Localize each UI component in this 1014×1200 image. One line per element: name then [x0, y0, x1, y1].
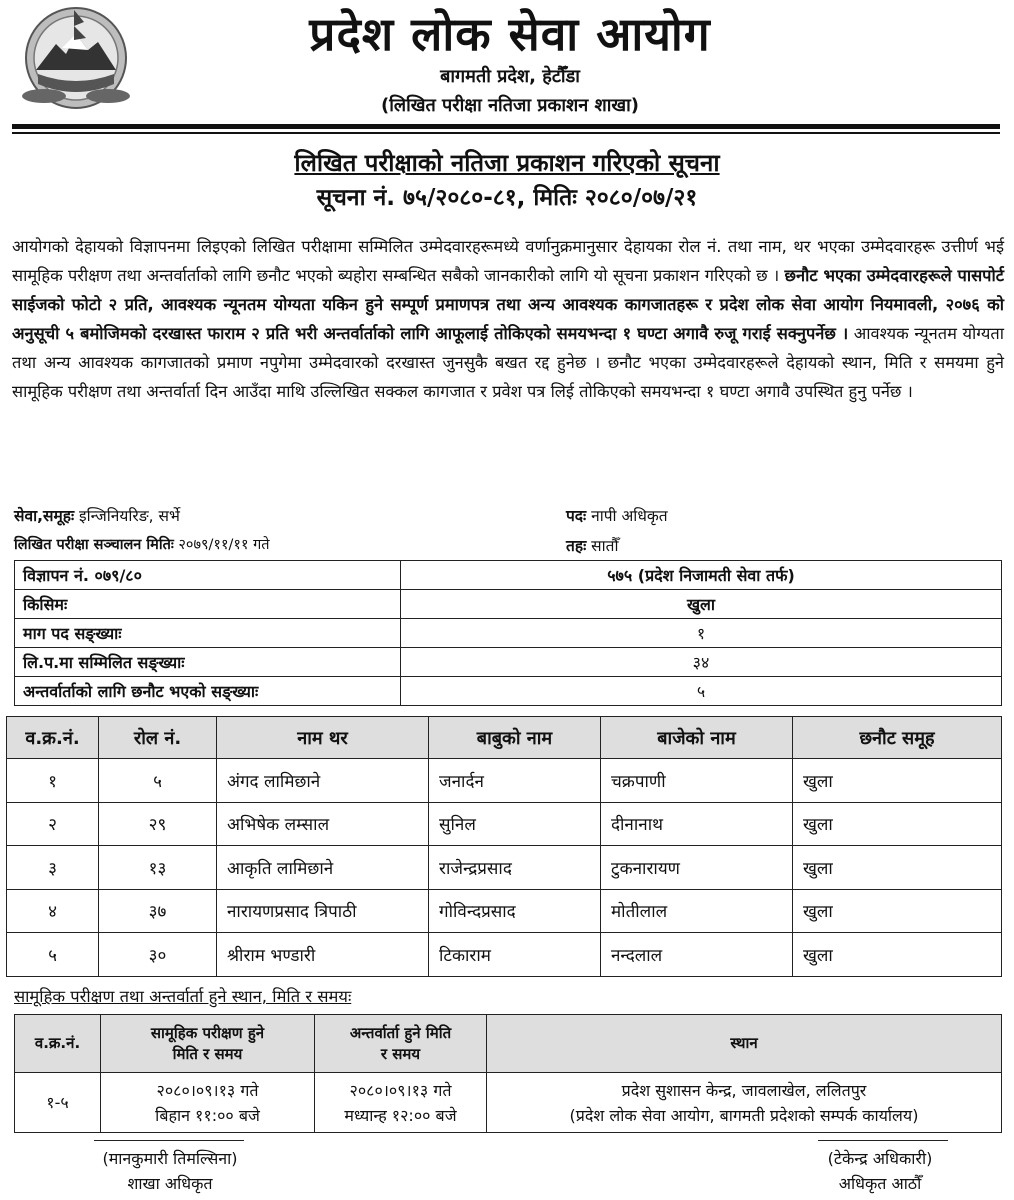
- venue-line: (प्रदेश लोक सेवा आयोग, बागमती प्रदेशको सम्पर्क कार्यालय): [569, 1105, 919, 1125]
- group-test-cell: [101, 1073, 315, 1133]
- interview-cell: [315, 1073, 487, 1133]
- roll-cell: ३७: [99, 889, 217, 933]
- table-row: [7, 802, 1002, 846]
- signatory-title: शाखा अधिकृत: [127, 1174, 213, 1193]
- info-value: खुला: [401, 590, 1002, 619]
- column-header: बाजेको नाम: [601, 717, 793, 759]
- name-cell: श्रीराम भण्डारी: [217, 933, 429, 977]
- exam-date-label: लिखित परीक्षा सञ्चालन मितिः: [14, 537, 174, 553]
- table-row: [15, 677, 1002, 706]
- column-header: [101, 1015, 315, 1073]
- schedule-table: [14, 1014, 1002, 1133]
- father-name-cell: सुनिल: [429, 802, 601, 846]
- header-line: अन्तर्वार्ता हुने मिति: [349, 1023, 452, 1042]
- column-header: [315, 1015, 487, 1073]
- level: [566, 534, 618, 556]
- post: [566, 504, 668, 526]
- father-name-cell: जनार्दन: [429, 759, 601, 803]
- father-name-cell: गोविन्दप्रसाद: [429, 889, 601, 933]
- signature-line-left: [94, 1140, 244, 1141]
- table-row: [15, 648, 1002, 677]
- organization-subtitle: बागमती प्रदेश, हेटौँडा: [440, 66, 580, 87]
- group-cell: खुला: [793, 846, 1002, 890]
- name-cell: नारायणप्रसाद त्रिपाठी: [217, 889, 429, 933]
- grandfather-name-cell: दीनानाथ: [601, 802, 793, 846]
- body-text: आयोगको देहायको विज्ञापनमा लिइएको लिखित परीक्षामा सम्मिलित उम्मेदवारहरूमध्ये वर्णानुक्रमानुसार देहायका रोल नं. तथा नाम, थर भएका उम्मेदवारहरू उत्तीर्ण भई सामूहिक परीक्षण तथा अन्तर्वार्ताको लागि छनौट भएको ब्यहोरा सम्बन्धित सबैको जानकारीको लागि यो सूचना प्रकाशन गरिएको छ ।: [12, 237, 1004, 285]
- table-row: [7, 759, 1002, 803]
- info-key: किसिमः: [15, 590, 401, 619]
- column-header: स्थान: [487, 1015, 1002, 1073]
- service-label: सेवा,समूहः: [14, 507, 75, 525]
- advertisement-info-table: [14, 560, 1002, 706]
- name-cell: आकृति लामिछाने: [217, 846, 429, 890]
- header-divider: [12, 124, 1000, 129]
- exam-date: [14, 534, 270, 554]
- venue-line: प्रदेश सुशासन केन्द्र, जावलाखेल, ललितपुर: [621, 1080, 867, 1100]
- level-value: सातौँ: [586, 537, 619, 555]
- name-cell: अंगद लामिछाने: [217, 759, 429, 803]
- signatory-right: [760, 1146, 1000, 1196]
- column-header: नाम थर: [217, 717, 429, 759]
- column-header: बाबुको नाम: [429, 717, 601, 759]
- grandfather-name-cell: चक्रपाणी: [601, 759, 793, 803]
- roll-cell: ३०: [99, 933, 217, 977]
- header-line: मिति र समय: [172, 1044, 243, 1063]
- column-header: छनौट समूह: [793, 717, 1002, 759]
- column-header: व.क्र.नं.: [7, 717, 99, 759]
- serial-cell: २: [7, 802, 99, 846]
- header-divider-thin: [12, 132, 1000, 134]
- serial-cell: १: [7, 759, 99, 803]
- serial-cell: ३: [7, 846, 99, 890]
- organization-title: प्रदेश लोक सेवा आयोग: [309, 7, 711, 61]
- info-key: अन्तर्वार्ताको लागि छनौट भएको सङ्ख्याः: [15, 677, 401, 706]
- notice-number: सूचना नं. ७५/२०८०-८१, मितिः २०८०/०७/२१: [316, 185, 698, 211]
- roll-cell: ५: [99, 759, 217, 803]
- table-row: [15, 561, 1002, 590]
- father-name-cell: राजेन्द्रप्रसाद: [429, 846, 601, 890]
- table-header-row: [15, 1015, 1002, 1073]
- info-value: १: [401, 619, 1002, 648]
- group-cell: खुला: [793, 933, 1002, 977]
- selected-candidates-table: [6, 716, 1002, 977]
- serial-cell: १-५: [15, 1073, 101, 1133]
- venue-cell: [487, 1073, 1002, 1133]
- group-cell: खुला: [793, 889, 1002, 933]
- info-value: ५: [401, 677, 1002, 706]
- info-value: ३४: [401, 648, 1002, 677]
- name-cell: अभिषेक लम्साल: [217, 802, 429, 846]
- table-row: [7, 933, 1002, 977]
- grandfather-name-cell: टुकनारायण: [601, 846, 793, 890]
- table-row: [7, 889, 1002, 933]
- service-value: इन्जिनियरिङ, सर्भे: [74, 507, 180, 525]
- body-text-continued: आवश्यक न्यूनतम योग्यता तथा अन्य आवश्यक कागजातको प्रमाण नपुगेमा उम्मेदवारको दरखास्त जुनसुकै बखत रद्द हुनेछ । छनौट भएका उम्मेदवारहरूले देहायको स्थान, मिति र समयमा हुने सामूहिक परीक्षण तथा अन्तर्वार्ता दिन आउँदा माथि उल्लिखित सक्कल कागजात र प्रवेश पत्र लिई तोकिएको समयभन्दा १ घण्टा अगावै उपस्थित हुनु पर्नेछ ।: [12, 324, 1004, 401]
- table-header-row: [7, 717, 1002, 759]
- notice-title: लिखित परीक्षाको नतिजा प्रकाशन गरिएको सूचना: [294, 149, 720, 177]
- column-header: व.क्र.नं.: [15, 1015, 101, 1073]
- group-test-date: २०८०।०९।१३ गते: [156, 1080, 259, 1100]
- father-name-cell: टिकाराम: [429, 933, 601, 977]
- level-label: तहः: [566, 537, 587, 555]
- info-value: ५७५ (प्रदेश निजामती सेवा तर्फ): [401, 561, 1002, 590]
- schedule-heading: सामूहिक परीक्षण तथा अन्तर्वार्ता हुने स्थान, मिति र समयः: [14, 987, 352, 1006]
- signatory-name: (टेकेन्द्र अधिकारी): [827, 1149, 933, 1168]
- table-row: [15, 1073, 1002, 1133]
- table-row: [15, 619, 1002, 648]
- header-line: र समय: [380, 1044, 421, 1063]
- roll-cell: २९: [99, 802, 217, 846]
- column-header: रोल नं.: [99, 717, 217, 759]
- table-row: [7, 846, 1002, 890]
- serial-cell: ४: [7, 889, 99, 933]
- signatory-left: [40, 1146, 300, 1196]
- info-key: लि.प.मा सम्मिलित सङ्ख्याः: [15, 648, 401, 677]
- group-cell: खुला: [793, 802, 1002, 846]
- post-label: पदः: [566, 507, 587, 525]
- letterhead: [0, 0, 1014, 140]
- signatory-name: (मानकुमारी तिमल्सिना): [102, 1149, 238, 1168]
- table-row: [15, 590, 1002, 619]
- group-test-time: बिहान ११:०० बजे: [155, 1105, 260, 1125]
- info-key: माग पद सङ्ख्याः: [15, 619, 401, 648]
- service-group: [14, 504, 180, 526]
- grandfather-name-cell: नन्दलाल: [601, 933, 793, 977]
- interview-time: मध्यान्ह १२:०० बजे: [344, 1105, 457, 1125]
- serial-cell: ५: [7, 933, 99, 977]
- group-cell: खुला: [793, 759, 1002, 803]
- exam-date-value: २०७९/११/११ गते: [173, 537, 270, 553]
- nepal-emblem-icon: [14, 4, 138, 110]
- grandfather-name-cell: मोतीलाल: [601, 889, 793, 933]
- body-bold-text: छनौट भएका उम्मेदवारहरूले पासपोर्ट साईजको फोटो २ प्रति, आवश्यक न्यूनतम योग्यता यकिन हुने सम्पूर्ण प्रमाणपत्र तथा अन्य आवश्यक कागजातहरू र प्रदेश लोक सेवा आयोग नियमावली, २०७६ को अनुसूची ५ बमोजिमको दरखास्त फाराम २ प्रति भरी अन्तर्वार्ताको लागि आफूलाई तोकिएको समयभन्दा १ घण्टा अगावै रुजू गराई सक्नुपर्नेछ ।: [12, 266, 1004, 343]
- signature-line-right: [818, 1140, 948, 1141]
- roll-cell: १३: [99, 846, 217, 890]
- division-name: (लिखित परीक्षा नतिजा प्रकाशन शाखा): [380, 95, 640, 116]
- notice-body: [12, 232, 1004, 406]
- header-line: सामूहिक परीक्षण हुने: [150, 1023, 265, 1042]
- info-key: विज्ञापन नं. ०७९/८०: [15, 561, 401, 590]
- interview-date: २०८०।०९।१३ गते: [349, 1080, 452, 1100]
- post-value: नापी अधिकृत: [586, 507, 668, 525]
- signatory-title: अधिकृत आठौँ: [838, 1174, 922, 1193]
